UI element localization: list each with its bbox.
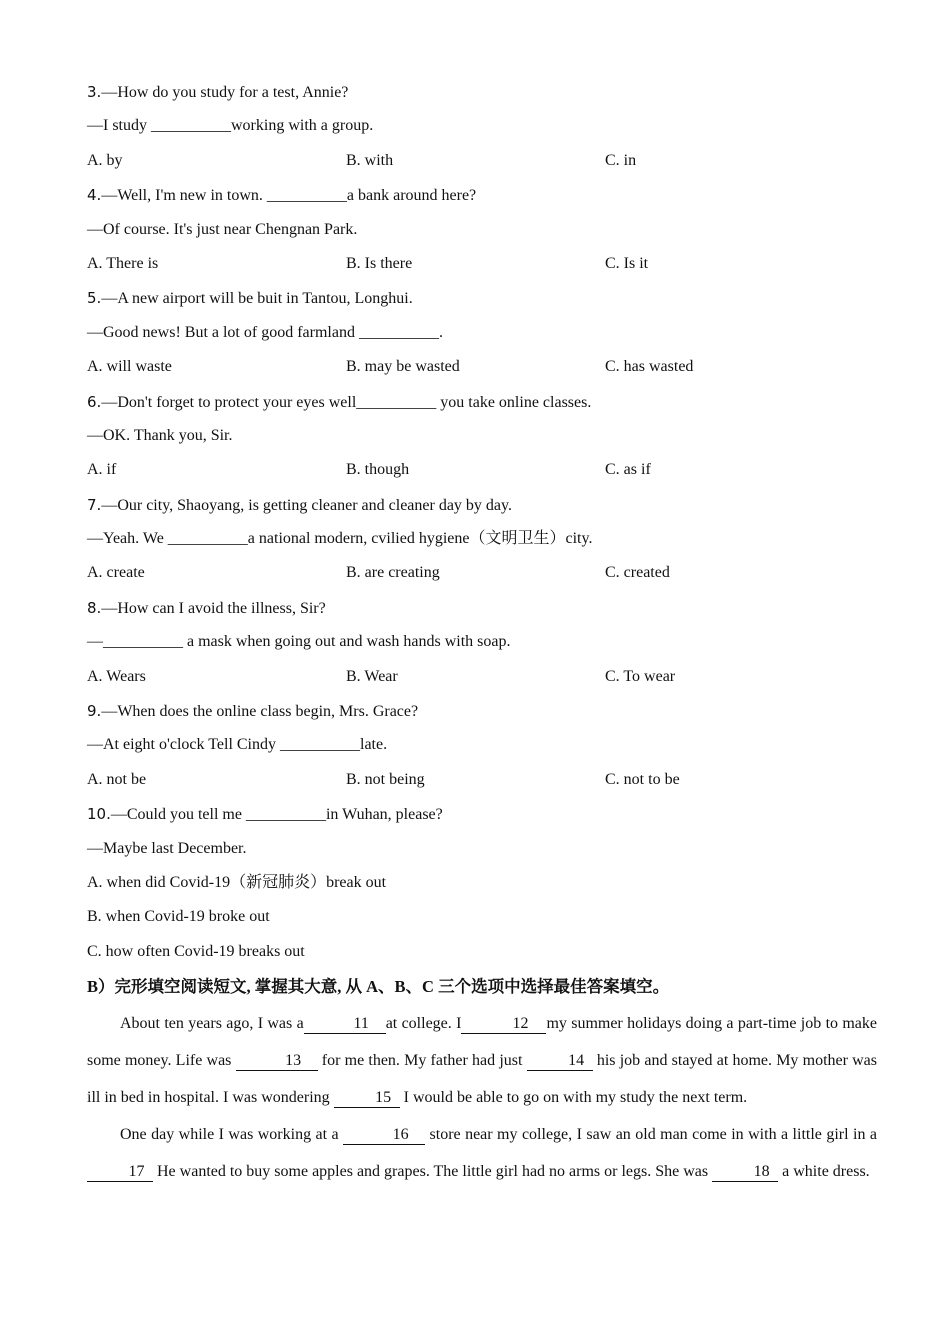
options-row	[87, 556, 877, 590]
option-b[interactable]: B. not being	[346, 770, 425, 788]
cloze-text: I would be able to go on with my study the next term.	[399, 1089, 748, 1107]
cloze-paragraph-2	[87, 1116, 877, 1190]
options-row	[87, 660, 877, 694]
question-response: —Yeah. We __________a national modern, cvilied hygiene（文明卫生）city.	[87, 530, 593, 548]
option-c[interactable]: C. Is it	[605, 254, 649, 272]
question-prompt: —How do you study for a test, Annie?	[101, 84, 349, 101]
question-response: —At eight o'clock Tell Cindy __________late.	[87, 736, 388, 754]
option-a[interactable]: A. not be	[87, 770, 147, 788]
option-b[interactable]: B. when Covid-19 broke out	[87, 908, 270, 926]
question-number: 9.	[87, 702, 102, 721]
question-response: —OK. Thank you, Sir.	[87, 426, 233, 444]
question-6	[87, 385, 877, 488]
option-a[interactable]: A. if	[87, 461, 117, 479]
option-b[interactable]: B. though	[346, 461, 410, 479]
options-row	[87, 144, 877, 178]
cloze-text: About ten years ago, I was a	[120, 1015, 304, 1033]
option-c[interactable]: C. as if	[605, 461, 651, 479]
question-prompt: —Well, I'm new in town. __________a bank around here?	[101, 187, 477, 205]
question-prompt: —How can I avoid the illness, Sir?	[101, 599, 326, 617]
question-number: 8.	[87, 598, 102, 617]
cloze-text: One day while I was working at a	[120, 1126, 344, 1144]
option-a[interactable]: A. create	[87, 564, 145, 582]
question-number: 7.	[87, 495, 102, 514]
question-prompt: —A new airport will be buit in Tantou, Longhui.	[101, 290, 413, 308]
question-9	[87, 694, 877, 797]
cloze-blank-14[interactable]: 14	[527, 1052, 593, 1071]
options-row	[87, 247, 877, 281]
cloze-text: a white dress.	[778, 1163, 870, 1181]
exam-page	[87, 75, 877, 1190]
option-c[interactable]: C. To wear	[605, 667, 676, 685]
question-number: 5.	[87, 289, 102, 308]
cloze-blank-18[interactable]: 18	[712, 1163, 778, 1182]
option-c[interactable]: C. not to be	[605, 770, 680, 788]
cloze-text: for me then. My father had just	[317, 1052, 527, 1070]
option-c[interactable]: C. in	[605, 151, 637, 169]
option-b[interactable]: B. are creating	[346, 564, 440, 582]
question-8	[87, 591, 877, 694]
question-response: —Of course. It's just near Chengnan Park.	[87, 220, 358, 238]
question-number: 3.	[87, 83, 102, 101]
question-response: —__________ a mask when going out and wash hands with soap.	[87, 633, 511, 651]
option-a[interactable]: A. by	[87, 151, 123, 169]
cloze-text: his job and stayed at home. My mother was ill in bed in hospital. I was wondering	[87, 1052, 878, 1107]
option-b[interactable]: B. may be wasted	[346, 358, 460, 376]
question-number: 10.	[87, 805, 111, 824]
cloze-paragraph-1	[87, 1005, 877, 1116]
option-a[interactable]: A. will waste	[87, 358, 172, 376]
cloze-blank-11[interactable]: 11	[304, 1015, 386, 1034]
options-row	[87, 453, 877, 487]
question-10	[87, 797, 877, 969]
option-c[interactable]: C. has wasted	[605, 358, 694, 376]
option-a[interactable]: A. There is	[87, 254, 159, 272]
question-4	[87, 178, 877, 281]
question-prompt: —Don't forget to protect your eyes well__________ you take online classes.	[101, 393, 592, 411]
option-b[interactable]: B. with	[346, 151, 394, 169]
question-response: —I study __________working with a group.	[87, 117, 374, 135]
section-b-heading: B）完形填空阅读短文, 掌握其大意, 从 A、B、C 三个选项中选择最佳答案填空。	[87, 977, 670, 997]
cloze-blank-12[interactable]: 12	[461, 1015, 546, 1034]
cloze-blank-13[interactable]: 13	[236, 1052, 318, 1071]
cloze-text: my summer holidays doing a part-time job to make some money. Life was	[87, 1015, 878, 1070]
cloze-blank-16[interactable]: 16	[343, 1126, 425, 1145]
question-prompt: —When does the online class begin, Mrs. Grace?	[101, 703, 419, 721]
cloze-blank-15[interactable]: 15	[334, 1089, 400, 1108]
option-c[interactable]: C. created	[605, 564, 670, 582]
question-prompt: —Could you tell me __________in Wuhan, please?	[110, 806, 443, 824]
question-response: —Maybe last December.	[87, 839, 247, 857]
cloze-blank-17[interactable]: 17	[87, 1163, 153, 1182]
question-7	[87, 488, 877, 591]
options-row	[87, 763, 877, 797]
question-prompt: —Our city, Shaoyang, is getting cleaner and cleaner day by day.	[101, 496, 512, 514]
question-response: —Good news! But a lot of good farmland __________.	[87, 323, 443, 341]
option-b[interactable]: B. Is there	[346, 254, 413, 272]
option-a[interactable]: A. Wears	[87, 667, 146, 685]
question-number: 4.	[87, 186, 102, 205]
question-5	[87, 281, 877, 384]
cloze-text: store near my college, I saw an old man come in with a little girl in a	[425, 1126, 877, 1144]
cloze-text: at college. I	[385, 1015, 462, 1033]
option-a[interactable]: A. when did Covid-19（新冠肺炎）break out	[87, 873, 387, 891]
options-row	[87, 350, 877, 384]
cloze-text: He wanted to buy some apples and grapes. The little girl had no arms or legs. She was	[153, 1163, 713, 1181]
question-3	[87, 75, 877, 178]
option-b[interactable]: B. Wear	[346, 667, 398, 685]
option-c[interactable]: C. how often Covid-19 breaks out	[87, 942, 305, 960]
question-number: 6.	[87, 392, 102, 411]
